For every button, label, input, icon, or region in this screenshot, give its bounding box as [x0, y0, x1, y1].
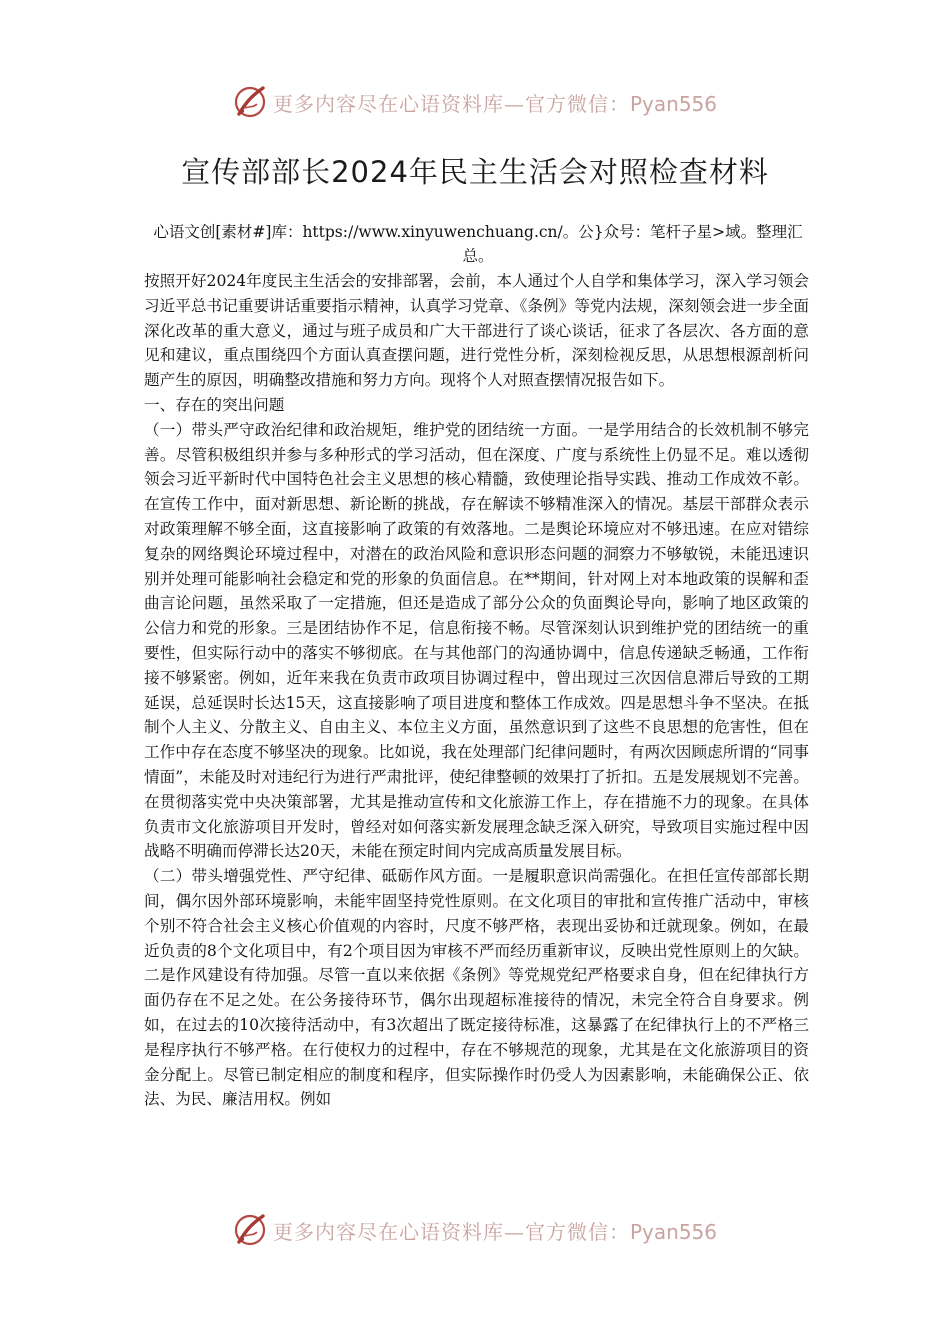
footer-banner: [0, 1208, 950, 1252]
source-note: 心语文创[素材#]库：https://www.xinyuwenchuang.cn/。公}众号：笔杆子星>域。整理汇总。: [153, 223, 803, 265]
header-banner: [0, 80, 950, 124]
body-paragraph: （二）带头增强党性、严守纪律、砥砺作风方面。一是履职意识尚需强化。在担任宣传部部长期间，偶尔因外部环境影响，未能牢固坚持党性原则。在文化项目的审批和宣传推广活动中，审核个别不符合社会主义核心价值观的内容时，尺度不够严格，表现出妥协和迁就现象。例如，在最近负责的8个文化项目中，有2个项目因为审核不严而经历重新审议，反映出党性原则上的欠缺。二是作风建设有待加强。尽管一直以来依据《条例》等党规党纪严格要求自身，但在纪律执行方面仍存在不足之处。在公务接待环节，偶尔出现超标准接待的情况，未完全符合自身要求。例如，在过去的10次接待活动中，有3次超出了既定接待标准，这暴露了在纪律执行上的不严格三是程序执行不够严格。在行使权力的过程中，存在不够规范的现象，尤其是在文化旅游项目的资金分配上。尽管已制定相应的制度和程序，但实际操作时仍受人为因素影响，未能确保公正、依法、为民、廉洁用权。例如: [144, 867, 809, 1109]
document-body: [144, 269, 809, 1112]
header-banner-wechat: Pyan556: [629, 91, 717, 116]
ink-brush-logo-icon: [233, 84, 269, 120]
footer-banner-text: [273, 1216, 717, 1245]
document-title: 宣传部部长2024年民主生活会对照检查材料: [181, 155, 769, 189]
section-heading: 一、存在的突出问题: [144, 395, 285, 414]
footer-banner-label: 更多内容尽在心语资料库—官方微信：: [272, 1219, 630, 1244]
header-banner-label: 更多内容尽在心语资料库—官方微信：: [272, 91, 630, 116]
header-banner-text: [273, 88, 717, 117]
intro-paragraph: 按照开好2024年度民主生活会的安排部署，会前，本人通过个人自学和集体学习，深入学习领会习近平总书记重要讲话重要指示精神，认真学习党章、《条例》等党内法规，深刻领会进一步全面深化改革的重大意义，通过与班子成员和广大干部进行了谈心谈话，征求了各层次、各方面的意见和建议，重点围绕四个方面认真查摆问题，进行党性分析，深刻检视反思，从思想根源剖析问题产生的原因，明确整改措施和努力方向。现将个人对照查摆情况报告如下。: [144, 272, 809, 390]
body-paragraph: （一）带头严守政治纪律和政治规矩，维护党的团结统一方面。一是学用结合的长效机制不够完善。尽管积极组织并参与多种形式的学习活动，但在深度、广度与系统性上仍显不足。难以透彻领会习近平新时代中国特色社会主义思想的核心精髓，致使理论指导实践、推动工作成效不彰。在宣传工作中，面对新思想、新论断的挑战，存在解读不够精准深入的情况。基层干部群众表示对政策理解不够全面，这直接影响了政策的有效落地。二是舆论环境应对不够迅速。在应对错综复杂的网络舆论环境过程中，对潜在的政治风险和意识形态问题的洞察力不够敏锐，未能迅速识别并处理可能影响社会稳定和党的形象的负面信息。在**期间，针对网上对本地政策的误解和歪曲言论问题，虽然采取了一定措施，但还是造成了部分公众的负面舆论导向，影响了地区政策的公信力和党的形象。三是团结协作不足，信息衔接不畅。尽管深刻认识到维护党的团结统一的重要性，但实际行动中的落实不够彻底。在与其他部门的沟通协调中，信息传递缺乏畅通，工作衔接不够紧密。例如，近年来我在负责市政项目协调过程中，曾出现过三次因信息滞后导致的工期延误，总延误时长达15天，这直接影响了项目进度和整体工作成效。四是思想斗争不坚决。在抵制个人主义、分散主义、自由主义、本位主义方面，虽然意识到了这些不良思想的危害性，但在工作中存在态度不够坚决的现象。比如说，我在处理部门纪律问题时，有两次因顾虑所谓的“同事情面”，未能及时对违纪行为进行严肃批评，使纪律整顿的效果打了折扣。五是发展规划不完善。在贯彻落实党中央决策部署，尤其是推动宣传和文化旅游工作上，存在措施不力的现象。在具体负责市文化旅游项目开发时，曾经对如何落实新发展理念缺乏深入研究，导致项目实施过程中因战略不明确而停滞长达20天，未能在预定时间内完成高质量发展目标。: [144, 420, 809, 861]
footer-banner-wechat: Pyan556: [629, 1219, 717, 1244]
ink-brush-logo-icon: [233, 1212, 269, 1248]
